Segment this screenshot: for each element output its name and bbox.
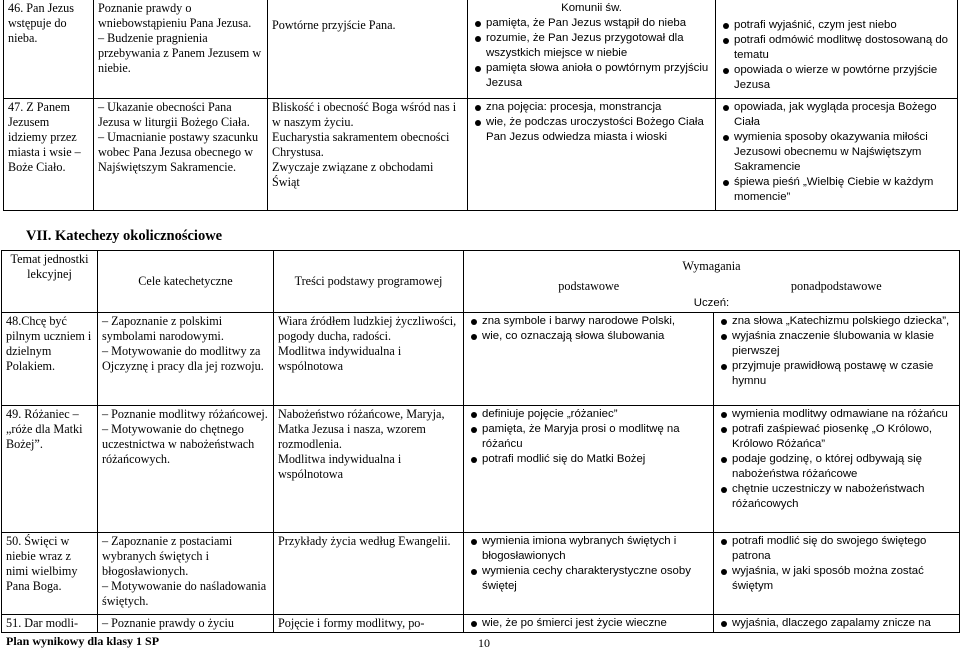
goal-text: – Poznanie prawdy o życiu [102, 616, 269, 631]
list-item: wyjaśnia, w jaki sposób można zostać świętym [718, 564, 955, 594]
list-item: potrafi modlić się do swojego świętego patrona [718, 534, 955, 564]
header-row [2, 251, 960, 279]
topic-cell [2, 312, 98, 405]
content-cell [274, 405, 464, 532]
list-item: wymienia sposoby okazywania miłości Jezusowi obecnemu w Najświętszym Sakramencie [720, 130, 953, 175]
topic-cell [2, 614, 98, 632]
topic-cell [2, 405, 98, 532]
goal-text: – Budzenie pragnienia przebywania z Panem Jezusem w niebie. [98, 31, 263, 76]
goal-text: Poznanie prawdy o wniebowstąpieniu Pana Jezusa. [98, 1, 252, 30]
header-advanced: ponadpodstawowe [714, 279, 960, 295]
header-goals: Cele katechetyczne [98, 251, 274, 313]
goal-text: – Zapoznanie z postaciami wybranych świętych i błogosławionych. [102, 534, 269, 579]
header-requirements: Wymagania [464, 251, 960, 279]
list-item: opowiada, jak wygląda procesja Bożego Ciała [720, 100, 953, 130]
goal-text: – Motywowanie do modlitwy za Ojczyznę i pracy dla jej rozwoju. [102, 344, 269, 374]
table-row [4, 99, 958, 211]
content-text: Modlitwa indywidualna i wspólnotowa [278, 451, 402, 481]
list-item: opowiada o wierze w powtórne przyjście Jezusa [720, 63, 953, 93]
list-item: przyjmuje prawidłową postawę w czasie hymnu [718, 359, 955, 389]
goal-text: – Zapoznanie z polskimi symbolami narodowymi. [102, 314, 269, 344]
table-row [4, 0, 958, 99]
content-text: Wiara źródłem ludzkiej życzliwości, pogody ducha, radości. [278, 313, 457, 343]
list-item: wie, że podczas uroczystości Bożego Ciała Pan Jezus odwiedza miasta i wioski [472, 115, 711, 145]
list-item: pamięta, że Pan Jezus wstąpił do nieba [472, 16, 711, 31]
goals-cell [94, 0, 268, 99]
topic-cell [4, 0, 94, 99]
goals-cell [94, 99, 268, 211]
header-content: Treści podstawy programowej [274, 251, 464, 313]
content-cell [268, 99, 468, 211]
content-text: Pojęcie i formy modlitwy, po- [278, 615, 425, 630]
list-item: zna słowa „Katechizmu polskiego dziecka”, [718, 314, 955, 329]
list-item: śpiewa pieśń „Wielbię Ciebie w każdym momencie” [720, 175, 953, 205]
list-item: definiuje pojęcie „różaniec” [468, 407, 709, 422]
basic-cell [468, 0, 716, 99]
list-item: podaje godzinę, o której odbywają się nabożeństwa różańcowe [718, 452, 955, 482]
advanced-cell [716, 0, 958, 99]
topic-text: 46. Pan Jezus wstępuje do nieba. [8, 1, 75, 45]
list-item: rozumie, że Pan Jezus przygotował dla wszystkich miejsce w niebie [472, 31, 711, 61]
content-text: Przykłady życia według Ewangelii. [278, 533, 451, 548]
list-item: wyjaśnia, dlaczego zapalamy znicze na [718, 616, 955, 631]
list-item: pamięta słowa anioła o powtórnym przyjściu Jezusa [472, 61, 711, 91]
goals-cell [98, 614, 274, 632]
topic-text: 48.Chcę być pilnym uczniem i dzielnym Polakiem. [6, 313, 92, 373]
content-cell [268, 0, 468, 99]
list-item: wie, co oznaczają słowa ślubowania [468, 329, 709, 344]
basic-cell [464, 532, 714, 614]
advanced-cell [716, 99, 958, 211]
goals-cell [98, 405, 274, 532]
list-item: potrafi wyjaśnić, czym jest niebo [720, 18, 953, 33]
table-row [2, 405, 960, 532]
list-item: wymienia cechy charakterystyczne osoby świętej [468, 564, 709, 594]
content-text: Bliskość i obecność Boga wśród nas i w naszym życiu. [272, 100, 457, 129]
continued-text: Komunii św. [561, 2, 622, 14]
main-table [1, 250, 960, 633]
basic-cell [464, 614, 714, 632]
content-text: Powtórne przyjście Pana. [272, 18, 396, 32]
goals-cell [98, 532, 274, 614]
list-item: potrafi zaśpiewać piosenkę „O Królowo, Królowo Różańca” [718, 422, 955, 452]
topic-cell [2, 532, 98, 614]
content-text: Modlitwa indywidualna i wspólnotowa [278, 343, 402, 373]
goal-text: – Motywowanie do chętnego uczestnictwa w nabożeństwach różańcowych. [102, 422, 269, 467]
list-item: zna symbole i barwy narodowe Polski, [468, 314, 709, 329]
page-number: 10 [478, 636, 490, 650]
topic-text: 49. Różaniec – „róże dla Matki Bożej”. [6, 406, 83, 451]
content-cell [274, 312, 464, 405]
table-row [2, 532, 960, 614]
list-item: zna pojęcia: procesja, monstrancja [472, 100, 711, 115]
goal-text: – Ukazanie obecności Pana Jezusa w liturgii Bożego Ciała. [98, 100, 263, 130]
content-cell [274, 532, 464, 614]
header-basic: podstawowe [464, 279, 714, 295]
section-title: VII. Katechezy okolicznościowe [26, 228, 223, 244]
advanced-cell [714, 405, 960, 532]
content-text: Zwyczaje związane z obchodami Świąt [272, 160, 434, 189]
topic-text: 50. Święci w niebie wraz z nimi wielbimy Pana Boga. [6, 533, 78, 593]
list-item: wie, że po śmierci jest życie wieczne [468, 616, 709, 631]
table-row [2, 614, 960, 632]
goal-text: – Poznanie modlitwy różańcowej. [102, 407, 269, 422]
footer-label: Plan wynikowy dla klasy 1 SP [6, 634, 160, 648]
table-row [2, 312, 960, 405]
top-table [3, 0, 958, 211]
list-item: chętnie uczestniczy w nabożeństwach różańcowych [718, 482, 955, 512]
topic-text: 51. Dar modli- [6, 615, 79, 630]
list-item: potrafi odmówić modlitwę dostosowaną do tematu [720, 33, 953, 63]
advanced-cell [714, 532, 960, 614]
list-item: potrafi modlić się do Matki Bożej [468, 452, 709, 467]
topic-cell [4, 99, 94, 211]
advanced-cell [714, 312, 960, 405]
header-student: Uczeń: [464, 295, 960, 313]
content-text: Nabożeństwo różańcowe, Maryja, Matka Jezusa i nasza, wzorem rozmodlenia. [278, 406, 445, 451]
advanced-cell [714, 614, 960, 632]
list-item: wymienia imiona wybranych świętych i błogosławionych [468, 534, 709, 564]
goal-text: – Motywowanie do naśladowania świętych. [102, 579, 269, 609]
list-item: wyjaśnia znaczenie ślubowania w klasie pierwszej [718, 329, 955, 359]
basic-cell [468, 99, 716, 211]
basic-cell [464, 312, 714, 405]
goal-text: – Umacnianie postawy szacunku wobec Pana Jezusa obecnego w Najświętszym Sakramencie. [98, 130, 263, 175]
list-item: wymienia modlitwy odmawiane na różańcu [718, 407, 955, 422]
basic-cell [464, 405, 714, 532]
goals-cell [98, 312, 274, 405]
topic-text: 47. Z Panem Jezusem idziemy przez miasta i wsie – Boże Ciało. [8, 100, 81, 174]
content-cell [274, 614, 464, 632]
header-topic: Temat jednostki lekcyjnej [2, 251, 98, 313]
content-text: Eucharystia sakramentem obecności Chrystusa. [272, 130, 450, 159]
list-item: pamięta, że Maryja prosi o modlitwę na różańcu [468, 422, 709, 452]
